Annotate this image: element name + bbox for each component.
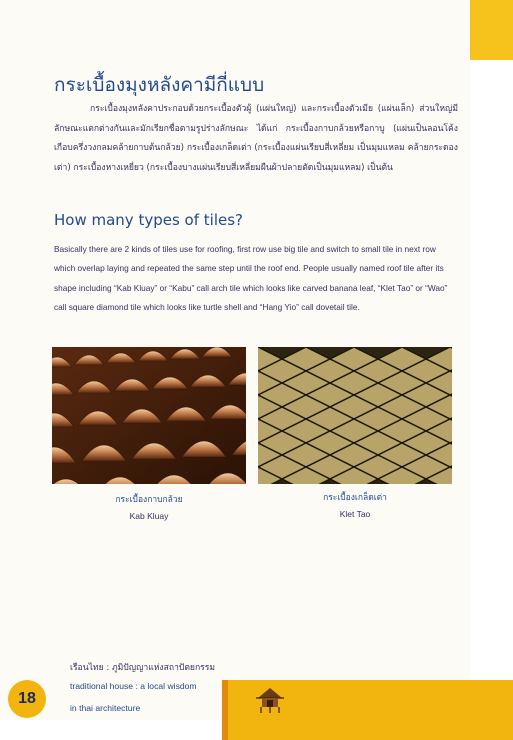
page-number: 18 [8,680,46,718]
footer-book-subtitle-english: in thai architecture [70,703,141,713]
english-paragraph: Basically there are 2 kinds of tiles use for roofing, first row use big tile and switch to small tile in next row which overlap laying and repeated the same step until the roof end. People usually named roof tile after its shape including “Kab Kluay” or “Kabu” call arch tile which looks like carved banana leaf, “Klet Tao” or “Wao” call square diamond tile which looks like turtle shell and “Hang Yio” call dovetail tile. [54,244,448,312]
thai-heading: กระเบื้องมุงหลังคามีกี่แบบ [54,74,265,96]
arch-tile-photo [52,347,246,484]
thai-paragraph: กระเบื้องมุงหลังคาประกอบด้วยกระเบื้องตัวผู้ (แผ่นใหญ่) และกระเบื้องตัวเมีย (แผ่นเล็ก) ส่วนใหญ่มีลักษณะแตกต่างกันและมักเรียกชื่อตามรูปร่างลักษณะ ได้แก่ กระเบื้องกาบกล้วยหรือกาบู (แผ่นเป็นลอนโค้งเกือบครึ่งวงกลมคล้ายกาบต้นกล้วย) กระเบื้องเกล็ดเต่า (กระเบื้องแผ่นเรียบสี่เหลี่ยม เป็นมุมแหลม คล้ายกระดองเต่า) กระเบื้องหางเหยี่ยว (กระเบื้องบางแผ่นเรียบสี่เหลี่ยมผืนผ้าปลายตัดเป็นมุมแหลม) เป็นต้น [54,104,458,173]
thai-house-icon [255,686,285,714]
photo1-caption-thai: กระเบื้องกาบกล้วย [115,495,183,505]
right-margin [470,0,513,740]
footer-book-title-thai: เรือนไทย : ภูมิปัญญาแห่งสถาปัตยกรรม [70,663,216,673]
photo2-caption-thai: กระเบื้องเกล็ดเต่า [323,493,387,503]
english-heading: How many types of tiles? [54,211,243,229]
photo1-caption-english: Kab Kluay [129,511,169,521]
diamond-tile-photo [258,347,452,484]
footer-book-title-english: traditional house : a local wisdom [70,681,197,691]
photo2-caption-english: Klet Tao [339,509,371,519]
corner-accent-block [470,0,513,60]
